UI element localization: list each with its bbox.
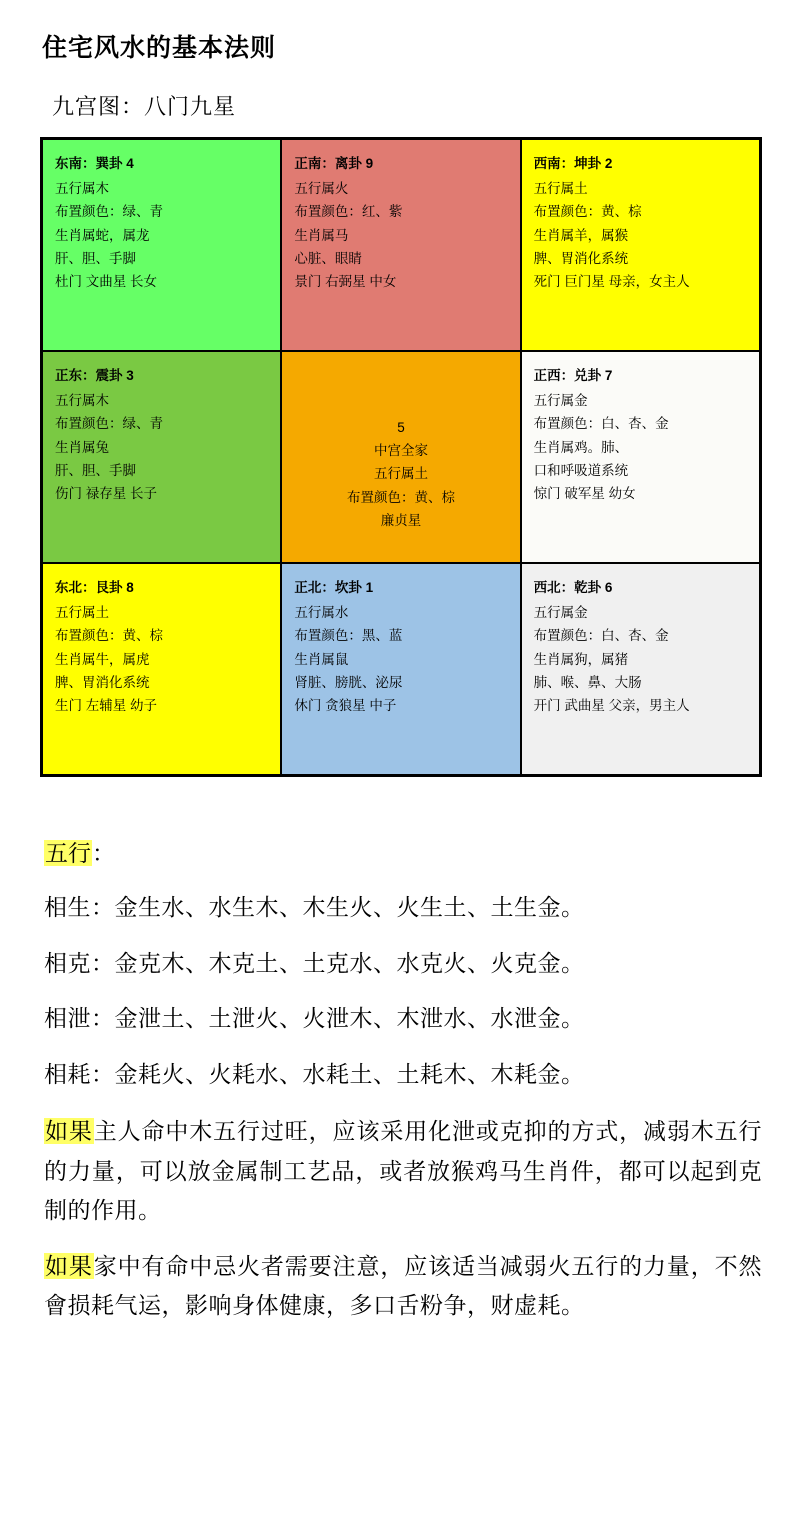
cell-line: 景门 右弼星 中女	[294, 274, 397, 290]
cell-line: 休门 贪狼星 中子	[294, 698, 397, 714]
relation-line: 相克：金克木、木克土、土克水、水克火、火克金。	[44, 949, 585, 976]
cell-line: 肝、胆、手脚	[55, 250, 136, 266]
grid-cell-center	[281, 351, 520, 563]
cell-line: 五行属金	[533, 605, 588, 621]
cell-line: 生肖属羊，属猴	[533, 227, 629, 243]
cell-line: 口和呼吸道系统	[533, 462, 629, 478]
cell-line: 生门 左辅星 幼子	[55, 698, 158, 714]
cell-line: 布置颜色：黄、棕	[55, 628, 163, 644]
paragraph-mark-highlight: 如果	[45, 1252, 93, 1279]
section-title: 九宫图：八门九星	[52, 94, 237, 119]
cell-line: 五行属木	[55, 181, 109, 197]
cell-heading: 西南：坤卦 2	[533, 156, 613, 171]
grid-cell-southwest	[521, 139, 760, 351]
wuxing-section	[38, 835, 762, 1326]
cell-line: 惊门 破军星 幼女	[533, 486, 636, 502]
cell-line: 五行属水	[294, 605, 349, 621]
paragraph	[44, 1247, 762, 1326]
bagua-nine-palace-grid	[40, 137, 762, 777]
cell-heading: 5	[397, 420, 405, 435]
cell-line: 生肖属牛，属虎	[55, 651, 150, 667]
cell-line: 生肖属鸡。肺、	[533, 439, 629, 455]
cell-line: 死门 巨门星 母亲，女主人	[533, 274, 690, 290]
cell-line: 生肖属鼠	[294, 651, 349, 667]
cell-line: 生肖属蛇，属龙	[55, 227, 150, 243]
cell-line: 肝、胆、手脚	[55, 462, 136, 478]
cell-line: 五行属土	[373, 466, 428, 482]
cell-line: 生肖属狗，属猪	[533, 651, 629, 667]
cell-heading: 正北：坎卦 1	[294, 580, 374, 595]
grid-cell-southeast	[42, 139, 281, 351]
cell-line: 布置颜色：红、紫	[294, 204, 403, 220]
cell-heading: 西北：乾卦 6	[533, 580, 613, 595]
wuxing-heading	[44, 835, 762, 868]
cell-line: 脾、胃消化系统	[55, 674, 150, 690]
cell-line: 肾脏、膀胱、泌尿	[294, 674, 403, 690]
cell-line: 中宫全家	[373, 443, 428, 459]
cell-line: 伤门 禄存星 长子	[55, 486, 158, 502]
cell-line: 肺、喉、鼻、大肠	[533, 674, 642, 690]
cell-line: 布置颜色：黄、棕	[346, 489, 455, 505]
relation-line: 相生：金生水、水生木、木生火、火生土、土生金。	[44, 894, 585, 920]
grid-cell-east	[42, 351, 281, 563]
page-title: 住宅风水的基本法则	[42, 34, 277, 62]
paragraph-mark-highlight: 如果	[45, 1118, 93, 1144]
cell-heading: 东南：巽卦 4	[55, 156, 134, 171]
cell-heading: 正东：震卦 3	[55, 368, 134, 383]
cell-line: 五行属木	[55, 393, 109, 409]
cell-line: 布置颜色：绿、青	[55, 204, 163, 220]
cell-line: 心脏、眼睛	[294, 250, 362, 266]
relation-line: 相耗：金耗火、火耗水、水耗土、土耗木、木耗金。	[44, 1060, 585, 1087]
cell-line: 布置颜色：黄、棕	[533, 204, 642, 220]
wuxing-colon: ：	[92, 840, 115, 866]
spacer	[294, 364, 507, 416]
cell-line: 脾、胃消化系统	[533, 250, 629, 266]
paragraph-text: 家中有命中忌火者需要注意，应该适当减弱火五行的力量，不然會损耗气运，影响身体健康，多口舌粉争，财虚耗。	[44, 1252, 763, 1319]
cell-line: 杜门 文曲星 长女	[55, 274, 158, 290]
paragraph-text: 主人命中木五行过旺，应该采用化泄或克抑的方式，减弱木五行的力量，可以放金属制工艺品，或者放猴鸡马生肖件，都可以起到克制的作用。	[44, 1118, 763, 1224]
grid-cell-west	[521, 351, 760, 563]
cell-line: 生肖属兔	[55, 439, 109, 455]
cell-heading: 东北：艮卦 8	[55, 580, 134, 595]
grid-cell-northwest	[521, 563, 760, 775]
cell-line: 布置颜色：黑、蓝	[294, 628, 403, 644]
relation-line: 相泄：金泄土、土泄火、火泄木、木泄水、水泄金。	[44, 1005, 585, 1031]
grid-cell-north	[281, 563, 520, 775]
cell-line: 布置颜色：白、杏、金	[533, 628, 669, 644]
grid-cell-northeast	[42, 563, 281, 775]
cell-line: 五行属金	[533, 393, 588, 409]
paragraph	[44, 1112, 762, 1231]
wuxing-label-highlight: 五行	[45, 840, 91, 866]
cell-heading: 正南：离卦 9	[294, 156, 374, 171]
cell-line: 布置颜色：绿、青	[55, 416, 163, 432]
cell-line: 布置颜色：白、杏、金	[533, 416, 669, 432]
cell-line: 五行属土	[533, 181, 588, 197]
cell-line: 开门 武曲星 父亲，男主人	[533, 698, 690, 714]
cell-line: 五行属土	[55, 605, 109, 621]
cell-line: 生肖属马	[294, 227, 349, 243]
cell-line: 廉贞星	[380, 512, 422, 528]
cell-heading: 正西：兑卦 7	[533, 368, 613, 383]
grid-cell-south	[281, 139, 520, 351]
cell-line: 五行属火	[294, 181, 349, 197]
